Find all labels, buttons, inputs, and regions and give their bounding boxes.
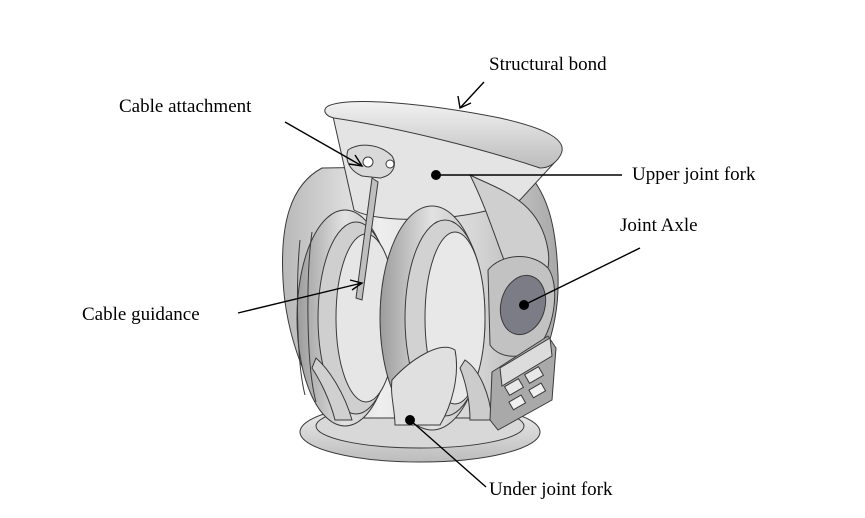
label-cable-attachment: Cable attachment <box>119 96 252 117</box>
label-under-joint-fork: Under joint fork <box>489 479 613 500</box>
joint-model <box>282 102 562 462</box>
dot-under-joint-fork <box>405 415 415 425</box>
label-joint-axle: Joint Axle <box>620 215 698 236</box>
label-cable-guidance: Cable guidance <box>82 304 200 325</box>
dot-joint-axle <box>519 300 529 310</box>
label-upper-joint-fork: Upper joint fork <box>632 164 756 185</box>
leader-structural-bond <box>460 82 484 108</box>
dot-upper-joint-fork <box>431 170 441 180</box>
label-structural-bond: Structural bond <box>489 54 607 75</box>
